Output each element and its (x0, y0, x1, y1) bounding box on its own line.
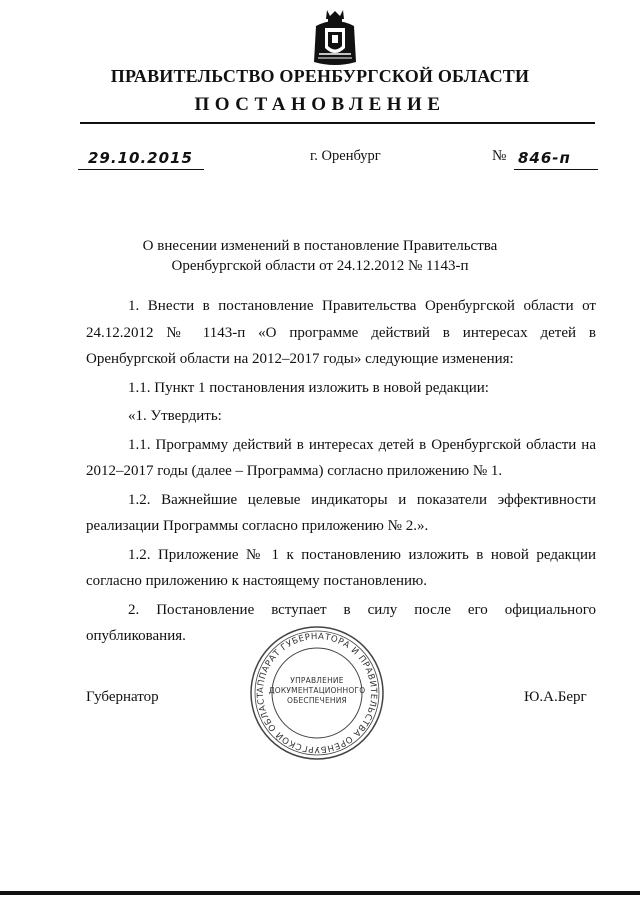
document-body (86, 293, 596, 650)
number-field (514, 147, 598, 170)
coat-of-arms-icon (310, 8, 360, 68)
stamp-center-line: ДОКУМЕНТАЦИОННОГО (268, 686, 366, 695)
paragraph: 1.1. Пункт 1 постановления изложить в новой редакции: (128, 379, 489, 396)
paragraph: 1.2. Приложение № 1 к постановлению изложить в новой редакции согласно приложению к настоящему постановлению. (86, 546, 596, 589)
city: г. Оренбург (310, 148, 381, 164)
subject-line-2: Оренбургской области от 24.12.2012 № 1143-п (171, 258, 469, 274)
document-type-title: ПОСТАНОВЛЕНИЕ (194, 94, 446, 115)
paragraph: 1.2. Важнейшие целевые индикаторы и показатели эффективности реализации Программы согласно приложению № 2.». (86, 491, 596, 534)
handwritten-number: 846-п (518, 149, 571, 167)
footer-divider (0, 891, 640, 895)
handwritten-date: 29.10.2015 (88, 149, 193, 167)
official-stamp (248, 624, 386, 762)
subject-line-1: О внесении изменений в постановление Правительства (142, 238, 498, 254)
paragraph: 1. Внести в постановление Правительства Оренбургской области от 24.12.2012 № 1143-п «О программе действий в интересах детей в Оренбургской области на 2012–2017 годы» следующие изменения: (86, 298, 596, 367)
government-title: ПРАВИТЕЛЬСТВО ОРЕНБУРГСКОЙ ОБЛАСТИ (110, 66, 530, 86)
stamp-center-line: ОБЕСПЕЧЕНИЯ (287, 696, 347, 705)
signatory-position: Губернатор (86, 689, 159, 705)
paragraph: «1. Утвердить: (128, 408, 222, 424)
stamp-center-line: УПРАВЛЕНИЕ (290, 676, 344, 685)
stamp-center-text (248, 676, 386, 706)
paragraph: 1.1. Программу действий в интересах детей в Оренбургской области на 2012–2017 годы (далее – Программа) согласно приложению № 1. (86, 436, 596, 479)
signatory-name: Ю.А.Берг (524, 689, 587, 705)
number-label: № (492, 148, 507, 164)
paragraph: 2. Постановление вступает в силу после его официального опубликования. (86, 601, 596, 644)
stamp-ring-text: АППАРАТ ГУБЕРНАТОРА И ПРАВИТЕЛЬСТВА ОРЕНБУРГСКОЙ ОБЛАСТ (255, 631, 379, 755)
date-field (78, 147, 204, 170)
document-subject (0, 236, 640, 276)
header-divider (80, 122, 595, 124)
